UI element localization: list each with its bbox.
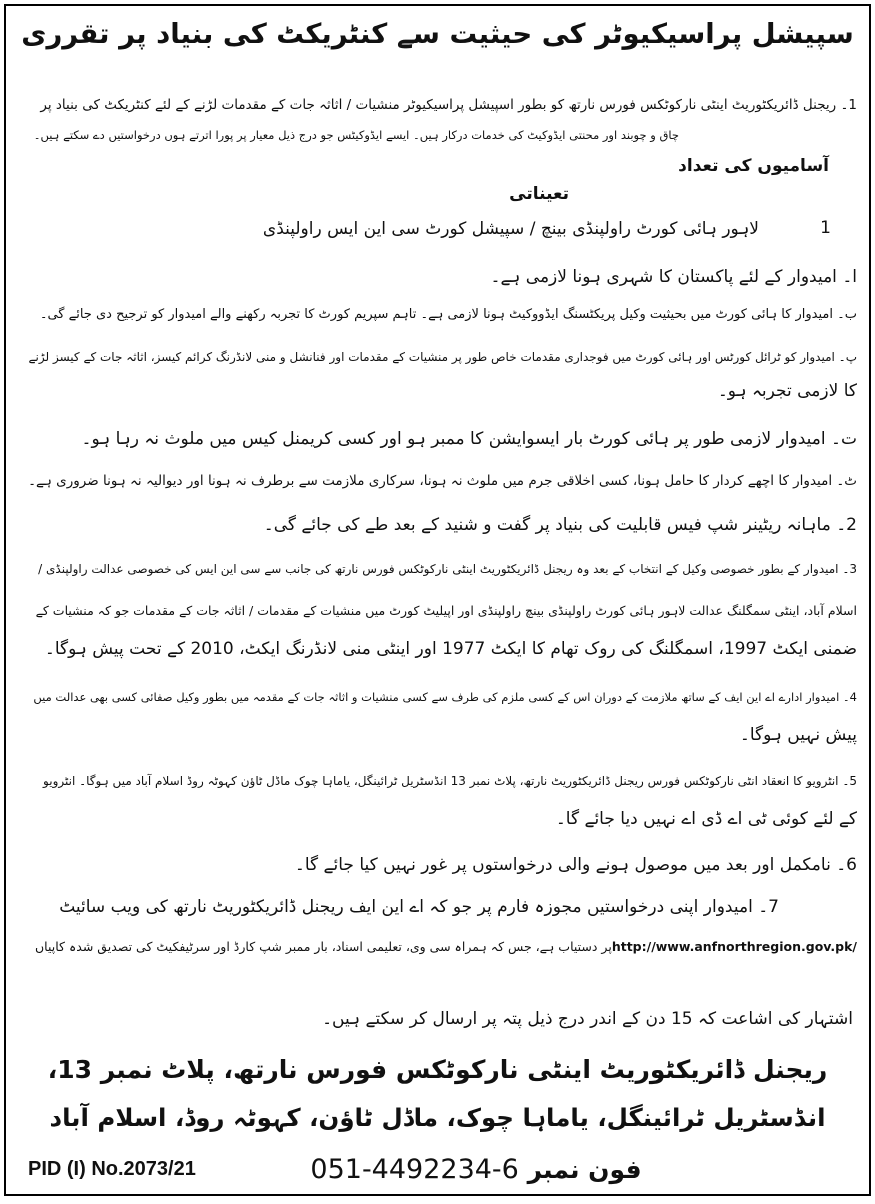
point-4-line-1: 4۔ امیدوار ادارے اے این ایف کے ساتھ ملازمت کے دوران اس کے کسی ملزم کی طرف سے کسی منشیات و اثاثہ جات کے مقدمہ میں بطور وکیل صفائی کسی بھی عدالت میں [33, 690, 857, 704]
ad-headline: سپیشل پراسیکیوٹر کی حیثیت سے کنٹریکٹ کی بنیاد پر تقرری [21, 18, 854, 50]
url-line [20, 934, 857, 960]
point-2: 2۔ ماہانہ ریٹینر شپ فیس قابلیت کی بنیاد پر گفت و شنید کے بعد طے کی جائے گی۔ [263, 515, 857, 535]
address-line-2: انڈسٹریل ٹرائینگل، یاماہا چوک، ماڈل ٹاؤن، کہوٹہ روڈ، اسلام آباد [49, 1103, 826, 1132]
intro-line-2: چاق و چوبند اور محنتی ایڈوکیٹ کی خدمات درکار ہیں۔ ایسے ایڈوکیٹس جو درج ذیل معیار پر پورا اترتے ہوں درخواستیں دے سکتے ہیں۔ [33, 128, 679, 142]
phone-label: فون نمبر [527, 1155, 642, 1184]
point-5-line-2: کے لئے کوئی ٹی اے ڈی اے نہیں دیا جائے گا۔ [555, 809, 857, 829]
website-link[interactable]: http://www.anfnorthregion.gov.pk/ [611, 939, 857, 954]
submission-line: اشتہار کی اشاعت کہ 15 دن کے اندر درج ذیل پتہ پر ارسال کر سکتے ہیں۔ [322, 1009, 853, 1029]
advertisement-page [4, 4, 871, 1196]
posts-count-header: آسامیوں کی تعداد [678, 156, 829, 176]
posting-header: تعیناتی [509, 184, 569, 204]
point-5-line-1: 5۔ انٹرویو کا انعقاد انٹی نارکوٹکس فورس ریجنل ڈائریکٹوریٹ نارتھ، پلاٹ نمبر 13 انڈسٹریل ٹرائینگل، یاماہا چوک ماڈل ٹاؤن کہوٹہ روڈ اسلام آباد میں ہوگا۔ انٹرویو [43, 774, 857, 788]
point-3-line-1: 3۔ امیدوار کے بطور خصوصی وکیل کے انتخاب کے بعد وہ ریجنل ڈائریکٹوریٹ اینٹی نارکوٹکس فورس نارتھ کی جانب سے سی این ایس کی خصوصی عدالت راولپنڈی / [38, 562, 857, 576]
point-6: 6۔ نامکمل اور بعد میں موصول ہونے والی درخواستوں پر غور نہیں کیا جائے گا۔ [294, 855, 857, 875]
posts-count-value: 1 [820, 218, 831, 238]
phone-line [286, 1152, 666, 1188]
point-4-line-2: پیش نہیں ہوگا۔ [739, 725, 857, 745]
point-3-line-3: ضمنی ایکٹ 1997، اسمگلنگ کی روک تھام کا ایکٹ 1977 اور اینٹی منی لانڈرنگ ایکٹ، 2010 کے تحت پیش ہوگا۔ [44, 639, 857, 659]
criterion-t: ت۔ امیدوار لازمی طور پر ہائی کورٹ بار ایسوایشن کا ممبر ہو اور کسی کریمنل کیس میں ملوث نہ رہا ہو۔ [81, 429, 857, 449]
criterion-p-line-2: کا لازمی تجربہ ہو۔ [717, 381, 857, 401]
phone-number: 051-4492234-6 [310, 1154, 519, 1185]
criterion-p-line-1: پ۔ امیدوار کو ٹرائل کورٹس اور ہائی کورٹ میں فوجداری مقدمات خاص طور پر منشیات کے مقدمات اور فنانشل و منی لانڈرنگ کرائم کیسز، اثاثہ جات کے کیسز لڑنے [28, 350, 857, 364]
url-line-text: پر دستیاب ہے، جس کہ ہمراہ سی وی، تعلیمی اسناد، بار ممبر شپ کارڈ اور سرٹیفکیٹ کی تصدیق شدہ کاپیاں [35, 939, 612, 954]
pid-number: PID (I) No.2073/21 [28, 1158, 196, 1180]
criterion-b: ب۔ امیدوار کا ہائی کورٹ میں بحیثیت وکیل پریکٹسنگ ایڈووکیٹ ہونا لازمی ہے۔ تاہم سپریم کورٹ کا تجربہ رکھنے والے امیدوار کو ترجیح دی جائے گی۔ [39, 307, 857, 322]
address-line-1: ریجنل ڈائریکٹوریٹ اینٹی نارکوٹکس فورس نارتھ، پلاٹ نمبر 13، [47, 1055, 828, 1084]
point-7-line-1: 7۔ امیدوار اپنی درخواستیں مجوزہ فارم پر جو کہ اے این ایف ریجنل ڈائریکٹوریٹ نارتھ کی ویب سائیٹ [59, 897, 779, 917]
posting-value: لاہور ہائی کورٹ راولپنڈی بینچ / سپیشل کورٹ سی این ایس راولپنڈی [262, 219, 759, 239]
point-3-line-2: اسلام آباد، اینٹی سمگلنگ عدالت لاہور ہائی کورٹ راولپنڈی بینچ راولپنڈی اور اپیلیٹ کورٹ میں منشیات کے مقدمات / اثاثہ جات کے مقدمات جو کہ منشیات کے [35, 603, 857, 618]
intro-line-1: 1۔ ریجنل ڈائریکٹوریٹ اینٹی نارکوٹکس فورس نارتھ کو بطور اسپیشل پراسیکیوٹر منشیات / اثاثہ جات کے مقدمات لڑنے کے لئے کنٹریکٹ کی بنیاد پر [40, 97, 857, 113]
criterion-tt: ٹ۔ امیدوار کا اچھے کردار کا حامل ہونا، کسی اخلاقی جرم میں ملوث نہ ہونا، سرکاری ملازمت سے برطرف نہ ہونا اور دیوالیہ نہ ہونا ضروری ہے۔ [28, 473, 857, 489]
criterion-a: ا۔ امیدوار کے لئے پاکستان کا شہری ہونا لازمی ہے۔ [490, 267, 857, 287]
